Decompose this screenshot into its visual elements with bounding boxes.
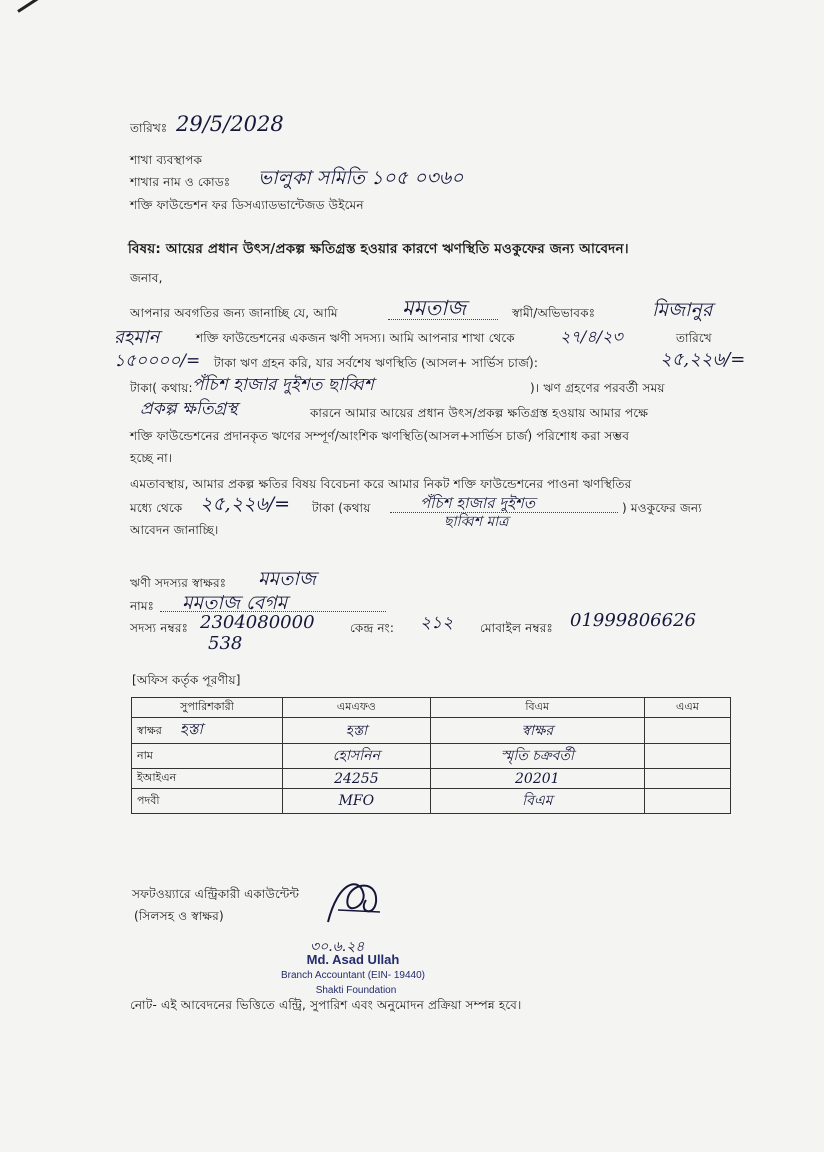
mfo-designation: MFO (283, 789, 431, 814)
addressee-title: শাখা ব্যবস্থাপক (130, 153, 203, 167)
waiver-amount: ২৫,২২৬/= (200, 493, 291, 515)
mfo-ein: 24255 (283, 769, 431, 789)
organization-name: শক্তি ফাউন্ডেশন ফর ডিসএ্যাডভান্টেজড উইমেন (130, 198, 364, 212)
para1-line2b: তারিখে (676, 331, 712, 345)
stamp-title: Branch Accountant (EIN- 19440) (281, 970, 425, 981)
para1-line3a: টাকা ঋণ গ্রহন করি, যার সর্বশেষ ঋণস্থিতি (আসল+ সার্ভিস চার্জ): (214, 356, 539, 370)
member-no-value: 2304080000 (200, 612, 315, 633)
para2-line2a: মধ্যে থেকে (130, 501, 183, 515)
date-label: তারিখঃ (130, 121, 168, 135)
table-header: সুপারিশকারী (132, 698, 283, 718)
para1-line7: হচ্ছে না। (130, 451, 173, 465)
am-designation (644, 789, 730, 814)
row-label: ইআইএন (132, 769, 283, 789)
table-header: এমএফও (283, 698, 431, 718)
footer-note: নোট- এই আবেদনের ভিত্তিতে এন্ট্রি, সুপারিশ এবং অনুমোদন প্রক্রিয়া সম্পন্ন হবে। (130, 998, 522, 1012)
member-name-handwritten: মমতাজ (402, 296, 466, 320)
stamp-organization: Shakti Foundation (315, 985, 397, 996)
para1-line1a: আপনার অবগতির জন্য জানাচ্ছি যে, আমি (130, 306, 338, 320)
accountant-label: সফটওয়্যারে এন্ট্রিকারী একাউন্টেন্ট (132, 887, 300, 901)
para2-line3: আবেদন জানাচ্ছি। (130, 523, 219, 537)
para2-line2c: ) মওকুফের জন্য (622, 501, 702, 515)
center-label: কেন্দ্র নং: (350, 621, 395, 635)
bm-designation: বিএম (430, 789, 644, 814)
mfo-name: হোসনিন (283, 744, 431, 769)
bm-name: স্মৃতি চক্রবর্তী (430, 744, 644, 769)
member-no-value-cont: 538 (208, 633, 243, 654)
subject: বিষয়: আয়ের প্রধান উৎস/প্রকল্প ক্ষতিগ্রস্ত হওয়ার কারণে ঋণস্থিতি মওকুফের জন্য আবেদন। (128, 241, 629, 257)
waiver-amount-words-cont: ছাব্বিশ মাত্র (444, 514, 509, 530)
bm-ein: 20201 (430, 769, 644, 789)
guardian-label: স্বামী/অভিভাবকঃ (512, 306, 596, 320)
am-signature (644, 718, 730, 744)
recommender-signature: হস্তা (179, 720, 203, 738)
balance-in-words: পঁচিশ হাজার দুইশত ছাব্বিশ (192, 375, 374, 395)
para1-line4b: )। ঋণ গ্রহণের পরবর্তী সময় (530, 381, 665, 395)
loan-date: ২৭/৪/২৩ (560, 327, 623, 346)
waiver-amount-words: পঁচিশ হাজার দুইশত (420, 494, 536, 512)
table-row (132, 744, 731, 769)
row-label: পদবী (132, 789, 283, 814)
table-header-row (132, 698, 731, 718)
table-row (132, 789, 731, 814)
corner-pen-mark (17, 0, 57, 13)
row-label: স্বাক্ষর হস্তা (132, 718, 283, 744)
member-name-value: মমতাজ বেগম (182, 592, 288, 614)
member-signature: মমতাজ (258, 568, 316, 590)
accountant-seal-note: (সিলসহ ও স্বাক্ষর) (134, 909, 224, 923)
member-no-label: সদস্য নম্বরঃ (130, 621, 189, 635)
para1-line6: শক্তি ফাউন্ডেশনের প্রদানকৃত ঋণের সম্পূর্ণ/আংশিক ঋণস্থিতি(আসল+সার্ভিস চার্জ) পরিশোধ করা সম্ভব (130, 429, 630, 443)
accountant-signature (318, 872, 388, 932)
mobile-label: মোবাইল নম্বরঃ (480, 621, 553, 635)
mfo-signature: হস্তা (283, 718, 431, 744)
branch-label: শাখার নাম ও কোডঃ (130, 175, 231, 189)
para1-line4a: টাকা( কথায়: (130, 381, 193, 395)
table-row (132, 718, 731, 744)
center-value: ২১২ (420, 613, 454, 633)
guardian-value-cont: রহমান (114, 327, 160, 348)
guardian-value: মিজানুর (652, 299, 713, 321)
loan-amount: ১৫০০০০/= (114, 351, 201, 371)
mobile-value: 01999806626 (570, 610, 696, 631)
salutation: জনাব, (130, 271, 163, 285)
row-label: নাম (132, 744, 283, 769)
member-name-label: নামঃ (130, 599, 155, 613)
accountant-sign-date: ৩০.৬.২৪ (310, 939, 365, 955)
date-value: 29/5/2028 (176, 112, 284, 136)
am-ein (644, 769, 730, 789)
table-row (132, 769, 731, 789)
approval-table (131, 697, 731, 814)
branch-value: ভালুকা সমিতি ১০৫ ০৩৬০ (258, 167, 464, 189)
bm-signature: স্বাক্ষর (430, 718, 644, 744)
member-sign-label: ঋণী সদস্যর স্বাক্ষরঃ (130, 576, 227, 590)
para1-line2a: শক্তি ফাউন্ডেশনের একজন ঋণী সদস্য। আমি আপনার শাখা থেকে (196, 331, 515, 345)
office-use-heading: [অফিস কর্তৃক পূরণীয়] (132, 673, 241, 687)
para2-line2b: টাকা (কথায় (312, 501, 371, 515)
para1-line5b: কারনে আমার আয়ের প্রধান উৎস/প্রকল্প ক্ষতিগ্রস্ত হওয়ায় আমার পক্ষে (310, 406, 649, 420)
balance-amount: ২৫,২২৬/= (660, 349, 746, 370)
am-name (644, 744, 730, 769)
para2-line1: এমতাবস্থায়, আমার প্রকল্প ক্ষতির বিষয় বিবেচনা করে আমার নিকট শক্তি ফাউন্ডেশনের পাওনা ঋণস্থিতির (130, 477, 632, 491)
table-header: এএম (644, 698, 730, 718)
stamp-name: Md. Asad Ullah (306, 952, 400, 967)
loss-reason: প্রকল্প ক্ষতিগ্রস্থ (140, 399, 238, 419)
table-header: বিএম (430, 698, 644, 718)
